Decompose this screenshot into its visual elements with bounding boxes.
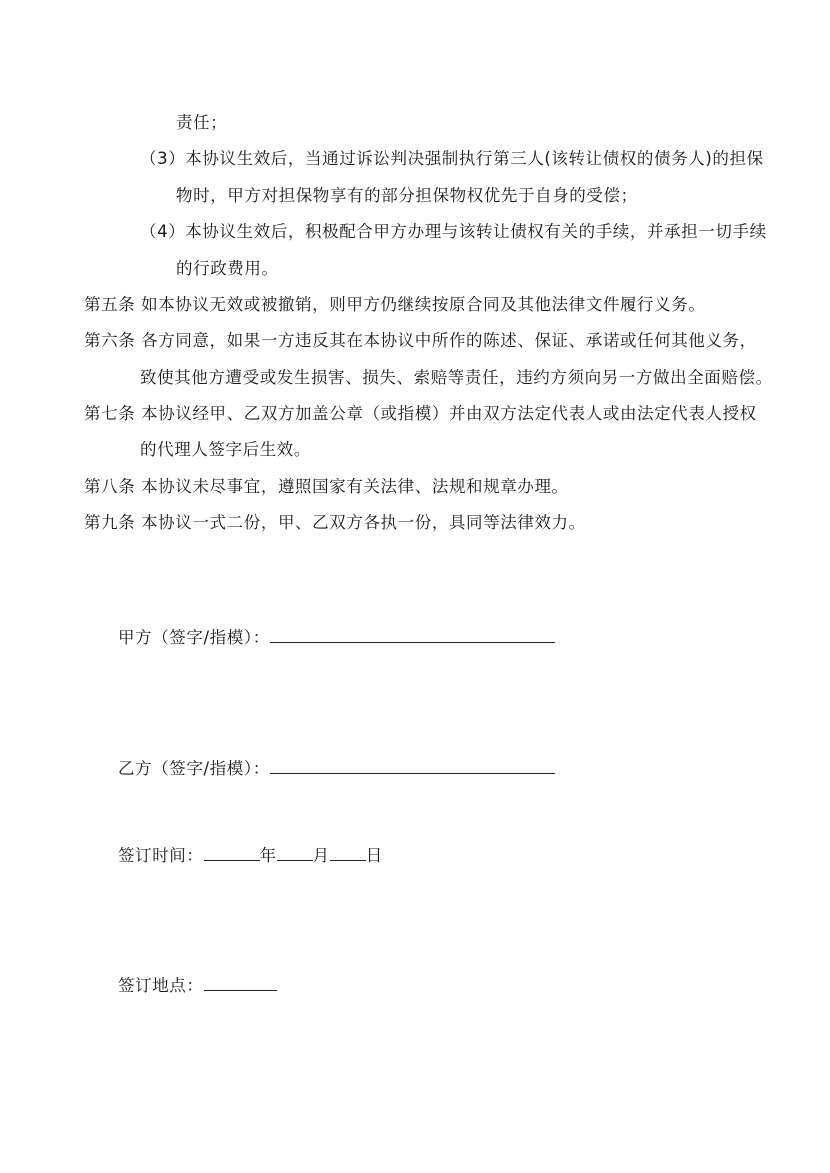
article-6-continued: 致使其他方遭受或发生损害、损失、索赔等责任，违约方须向另一方做出全面赔偿。 [140,368,773,387]
article-9: 第九条 本协议一式二份，甲、乙双方各执一份，具同等法律效力。 [84,513,586,532]
clause-item-3: （3）本协议生效后，当通过诉讼判决强制执行第三人(该转让债权的债务人)的担保 [140,149,764,168]
day-label: 日 [365,846,383,865]
month-label: 月 [312,846,330,865]
article-7-continued: 的代理人签字后生效。 [140,440,311,459]
signing-place [118,974,277,996]
party-b-signature-blank[interactable] [270,757,555,774]
party-b-signature [118,757,555,779]
clause-item-4: （4）本协议生效后，积极配合甲方办理与该转让债权有关的手续，并承担一切手续 [140,222,767,241]
signing-date [118,844,383,866]
party-a-signature [118,626,555,648]
clause-text-line: 的行政费用。 [176,259,279,278]
place-blank[interactable] [204,974,277,991]
article-6: 第六条 各方同意，如果一方违反其在本协议中所作的陈述、保证、承诺或任何其他义务， [84,331,757,350]
month-blank[interactable] [277,844,313,861]
article-8: 第八条 本协议未尽事宜，遵照国家有关法律、法规和规章办理。 [84,477,569,496]
date-label: 签订时间： [118,846,204,865]
party-a-label: 甲方（签字/指模）： [118,628,270,647]
clause-text-line: 责任； [176,113,228,132]
article-5: 第五条 如本协议无效或被撤销，则甲方仍继续按原合同及其他法律文件履行义务。 [84,295,706,314]
place-label: 签订地点： [118,976,204,995]
year-label: 年 [259,846,277,865]
party-a-signature-blank[interactable] [270,626,555,643]
clause-text-line: 物时，甲方对担保物享有的部分担保物权优先于自身的受偿； [176,186,638,205]
day-blank[interactable] [330,844,366,861]
party-b-label: 乙方（签字/指模）： [118,759,270,778]
article-7: 第七条 本协议经甲、乙双方加盖公章（或指模）并由双方法定代表人或由法定代表人授权 [84,404,757,423]
year-blank[interactable] [204,844,260,861]
